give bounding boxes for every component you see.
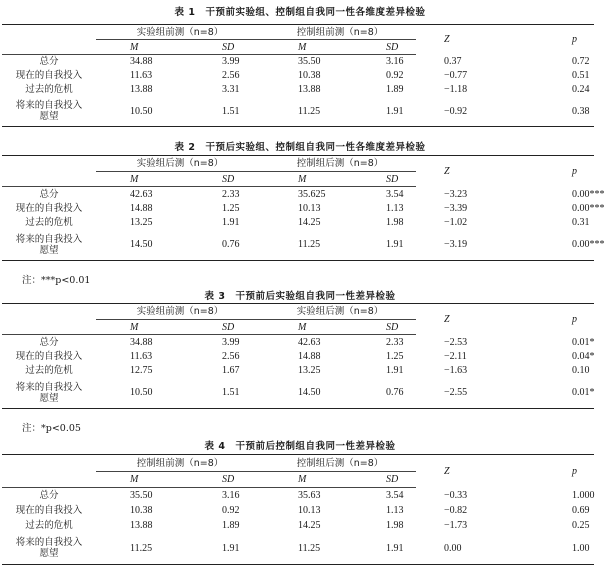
cell-b-m: 35.625 bbox=[298, 188, 326, 200]
table4-col-a-sd: SD bbox=[182, 472, 264, 488]
cell-p: 0.38 bbox=[522, 97, 594, 127]
cell-b-m: 14.25 bbox=[298, 217, 321, 228]
cell-p: 0.00*** bbox=[572, 188, 605, 200]
table4-col-b-m: M bbox=[264, 472, 346, 488]
cell-a-sd: 2.56 bbox=[222, 70, 240, 81]
row-label: 过去的危机 bbox=[25, 217, 73, 228]
table3-col-p: p bbox=[522, 304, 594, 335]
row-label: 总分 bbox=[39, 188, 59, 200]
table4 bbox=[2, 454, 594, 565]
cell-b-m: 42.63 bbox=[298, 336, 321, 348]
table2-col-a-sd: SD bbox=[182, 172, 264, 187]
cell-p: 0.51 bbox=[572, 70, 590, 81]
cell-b-sd: 1.13 bbox=[386, 504, 404, 516]
table3-col-b-sd: SD bbox=[346, 320, 416, 335]
cell-p: 0.25 bbox=[572, 519, 590, 531]
cell-a-m: 12.75 bbox=[130, 365, 153, 376]
table1-col-p: p bbox=[522, 25, 594, 55]
cell-b-sd: 3.54 bbox=[386, 188, 404, 200]
table-row bbox=[2, 335, 594, 350]
cell-b-sd: 0.92 bbox=[386, 70, 404, 81]
table-row bbox=[2, 55, 594, 69]
row-label: 现在的自我投入 bbox=[15, 504, 83, 516]
cell-z: −3.39 bbox=[444, 203, 468, 214]
cell-b-sd: 1.98 bbox=[386, 519, 404, 531]
cell-b-sd: 1.98 bbox=[386, 217, 404, 228]
table1-title: 表 1 干预前实验组、控制组自我同一性各维度差异检验 bbox=[174, 7, 426, 18]
row-label: 现在的自我投入 bbox=[15, 70, 83, 81]
table4-col-z: Z bbox=[416, 455, 522, 488]
cell-a-sd: 1.51 bbox=[182, 378, 264, 409]
cell-z: −0.33 bbox=[444, 489, 468, 501]
cell-p: 0.69 bbox=[572, 504, 590, 516]
cell-a-sd: 2.56 bbox=[222, 351, 240, 362]
cell-z: −1.63 bbox=[444, 365, 468, 376]
cell-p: 0.04* bbox=[572, 351, 595, 362]
table3-note: 注：*p<0.05 bbox=[22, 423, 81, 434]
cell-b-m: 35.50 bbox=[298, 56, 321, 68]
cell-a-m: 10.50 bbox=[96, 97, 182, 127]
cell-a-sd: 1.91 bbox=[182, 533, 264, 565]
cell-a-sd: 3.31 bbox=[222, 84, 240, 95]
table2 bbox=[2, 155, 605, 261]
cell-b-m: 11.25 bbox=[264, 97, 346, 127]
cell-a-m: 13.25 bbox=[130, 217, 153, 228]
cell-b-sd: 1.25 bbox=[386, 351, 404, 362]
cell-a-sd: 3.99 bbox=[222, 336, 240, 348]
cell-b-sd: 3.16 bbox=[386, 56, 404, 68]
cell-p: 0.31 bbox=[572, 217, 590, 228]
table-row bbox=[2, 364, 594, 378]
cell-b-m: 10.13 bbox=[298, 504, 321, 516]
cell-a-sd: 3.16 bbox=[222, 489, 240, 501]
table4-col-b-sd: SD bbox=[346, 472, 416, 488]
table2-col-b-sd: SD bbox=[346, 172, 416, 187]
cell-p: 0.00*** bbox=[522, 230, 594, 261]
cell-z: −1.73 bbox=[444, 519, 468, 531]
cell-b-sd: 1.13 bbox=[386, 203, 404, 214]
cell-a-sd: 1.91 bbox=[222, 217, 240, 228]
cell-b-m: 13.88 bbox=[298, 84, 321, 95]
table-row bbox=[2, 533, 594, 565]
row-label-line2: 愿望 bbox=[39, 111, 59, 123]
cell-z: −2.11 bbox=[444, 351, 467, 362]
table-row bbox=[2, 378, 594, 409]
table3-group-a: 实验组前测（n=8） bbox=[96, 304, 264, 320]
table-row bbox=[2, 216, 594, 230]
row-label: 过去的危机 bbox=[25, 84, 73, 95]
cell-z: −3.23 bbox=[444, 188, 468, 200]
row-label: 现在的自我投入 bbox=[15, 351, 83, 362]
cell-p: 0.72 bbox=[572, 56, 590, 67]
table3-col-a-m: M bbox=[96, 320, 182, 335]
table4-group-b: 控制组后测（n=8） bbox=[264, 455, 416, 472]
table2-col-z: Z bbox=[416, 156, 522, 187]
table4-group-a: 控制组前测（n=8） bbox=[96, 455, 264, 472]
table2-group-b: 控制组后测（n=8） bbox=[264, 156, 416, 172]
cell-a-sd: 2.33 bbox=[222, 188, 240, 200]
cell-z: −3.19 bbox=[416, 230, 522, 261]
table4-col-a-m: M bbox=[96, 472, 182, 488]
table-row bbox=[2, 350, 594, 364]
table3-col-a-sd: SD bbox=[182, 320, 264, 335]
row-label bbox=[2, 230, 96, 261]
cell-a-m: 10.38 bbox=[130, 504, 153, 516]
cell-a-m: 10.50 bbox=[96, 378, 182, 409]
table1-group-a: 实验组前测（n=8） bbox=[96, 25, 264, 40]
cell-b-m: 14.50 bbox=[264, 378, 346, 409]
cell-a-sd: 1.25 bbox=[222, 203, 240, 214]
cell-a-m: 11.63 bbox=[130, 351, 153, 362]
row-label-line2: 愿望 bbox=[39, 548, 59, 560]
cell-z: 0.37 bbox=[444, 56, 462, 67]
cell-b-sd: 1.91 bbox=[346, 230, 416, 261]
table-row bbox=[2, 97, 594, 127]
table-row bbox=[2, 69, 594, 83]
cell-b-m: 11.25 bbox=[264, 230, 346, 261]
cell-a-m: 14.88 bbox=[130, 203, 153, 214]
cell-p: 1.000 bbox=[572, 489, 595, 501]
cell-a-sd: 0.76 bbox=[182, 230, 264, 261]
table-row bbox=[2, 518, 594, 533]
cell-a-m: 13.88 bbox=[130, 84, 153, 95]
table-row bbox=[2, 230, 594, 261]
cell-p: 0.24 bbox=[572, 84, 590, 95]
cell-z: −1.02 bbox=[444, 217, 468, 228]
cell-p: 0.01* bbox=[572, 336, 595, 348]
cell-a-sd: 0.92 bbox=[222, 504, 240, 516]
cell-a-m: 14.50 bbox=[96, 230, 182, 261]
cell-b-m: 14.88 bbox=[298, 351, 321, 362]
table2-title: 表 2 干预后实验组、控制组自我同一性各维度差异检验 bbox=[174, 142, 426, 153]
cell-b-sd: 1.89 bbox=[386, 84, 404, 95]
cell-a-m: 42.63 bbox=[130, 188, 153, 200]
table1-col-a-m: M bbox=[96, 40, 182, 55]
cell-p: 1.00 bbox=[522, 533, 594, 565]
cell-a-m: 13.88 bbox=[130, 519, 153, 531]
cell-b-m: 11.25 bbox=[264, 533, 346, 565]
cell-z: −0.92 bbox=[416, 97, 522, 127]
table2-note: 注：***p<0.01 bbox=[22, 275, 91, 286]
row-label: 总分 bbox=[39, 336, 59, 348]
table1-col-a-sd: SD bbox=[182, 40, 264, 55]
cell-a-m: 35.50 bbox=[130, 489, 153, 501]
table1-col-z: Z bbox=[416, 25, 522, 55]
cell-b-m: 10.38 bbox=[298, 70, 321, 81]
cell-a-m: 11.25 bbox=[96, 533, 182, 565]
cell-b-sd: 1.91 bbox=[346, 97, 416, 127]
row-label-line1: 将来的自我投入 bbox=[15, 233, 83, 245]
cell-a-m: 34.88 bbox=[130, 56, 153, 68]
row-label-line2: 愿望 bbox=[39, 392, 59, 404]
table3-col-b-m: M bbox=[264, 320, 346, 335]
table3-title: 表 3 干预前后实验组自我同一性差异检验 bbox=[204, 291, 396, 302]
table3-group-b: 实验组后测（n=8） bbox=[264, 304, 416, 320]
cell-a-m: 34.88 bbox=[130, 336, 153, 348]
table-row bbox=[2, 503, 594, 518]
cell-z: 0.00 bbox=[416, 533, 522, 565]
table3 bbox=[2, 303, 594, 409]
table1-col-b-m: M bbox=[264, 40, 346, 55]
row-label: 过去的危机 bbox=[25, 365, 73, 376]
cell-a-m: 11.63 bbox=[130, 70, 153, 81]
row-label: 总分 bbox=[39, 489, 59, 501]
table-row bbox=[2, 83, 594, 97]
table-row bbox=[2, 202, 594, 216]
cell-z: −1.18 bbox=[444, 84, 468, 95]
cell-b-sd: 1.91 bbox=[386, 365, 404, 376]
table2-col-b-m: M bbox=[264, 172, 346, 187]
cell-b-m: 35.63 bbox=[298, 489, 321, 501]
table3-col-z: Z bbox=[416, 304, 522, 335]
row-label bbox=[2, 378, 96, 409]
row-label bbox=[2, 97, 96, 127]
cell-a-sd: 3.99 bbox=[222, 56, 240, 68]
row-label-line1: 将来的自我投入 bbox=[15, 537, 83, 549]
table2-col-p: p bbox=[522, 156, 594, 187]
cell-b-sd: 2.33 bbox=[386, 336, 404, 348]
cell-p: 0.01* bbox=[522, 378, 594, 409]
cell-a-sd: 1.89 bbox=[222, 519, 240, 531]
table-row bbox=[2, 187, 594, 202]
row-label-line2: 愿望 bbox=[39, 244, 59, 256]
row-label: 总分 bbox=[39, 56, 59, 68]
cell-a-sd: 1.67 bbox=[222, 365, 240, 376]
cell-z: −0.82 bbox=[444, 504, 468, 516]
table1 bbox=[2, 24, 594, 127]
cell-z: −0.77 bbox=[444, 70, 468, 81]
row-label-line1: 将来的自我投入 bbox=[15, 100, 83, 112]
table4-title: 表 4 干预前后控制组自我同一性差异检验 bbox=[204, 441, 396, 452]
cell-p: 0.10 bbox=[572, 365, 590, 376]
table-row bbox=[2, 488, 594, 503]
cell-z: −2.53 bbox=[444, 336, 468, 348]
table1-group-b: 控制组前测（n=8） bbox=[264, 25, 416, 40]
cell-b-sd: 0.76 bbox=[346, 378, 416, 409]
row-label bbox=[2, 533, 96, 565]
row-label: 现在的自我投入 bbox=[15, 203, 83, 214]
cell-b-m: 10.13 bbox=[298, 203, 321, 214]
row-label: 过去的危机 bbox=[25, 519, 73, 531]
cell-z: −2.55 bbox=[416, 378, 522, 409]
cell-b-m: 14.25 bbox=[298, 519, 321, 531]
cell-p: 0.00*** bbox=[572, 203, 605, 214]
table4-col-p: p bbox=[522, 455, 594, 488]
table1-col-b-sd: SD bbox=[346, 40, 416, 55]
cell-a-sd: 1.51 bbox=[182, 97, 264, 127]
table2-col-a-m: M bbox=[96, 172, 182, 187]
row-label-line1: 将来的自我投入 bbox=[15, 381, 83, 393]
table2-group-a: 实验组后测（n=8） bbox=[96, 156, 264, 172]
cell-b-sd: 1.91 bbox=[346, 533, 416, 565]
cell-b-m: 13.25 bbox=[298, 365, 321, 376]
cell-b-sd: 3.54 bbox=[386, 489, 404, 501]
